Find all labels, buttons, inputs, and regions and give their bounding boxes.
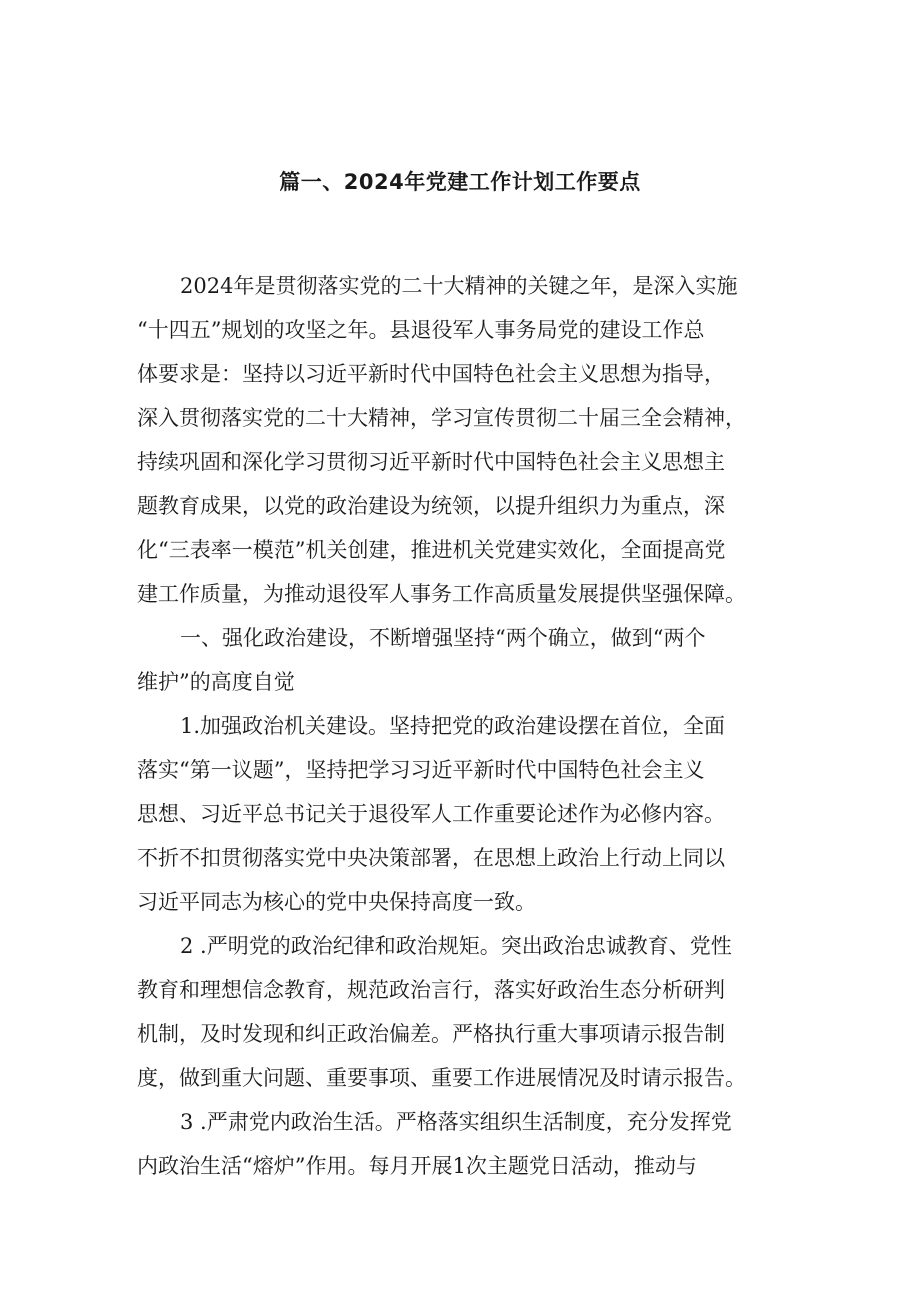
paragraph-line: 机制，及时发现和纠正政治偏差。严格执行重大事项请示报告制	[137, 1022, 725, 1046]
paragraph-line: 持续巩固和深化学习贯彻习近平新时代中国特色社会主义思想主	[137, 450, 725, 474]
document-title: 篇一、2024年党建工作计划工作要点	[279, 170, 641, 194]
section-heading-line: 一、强化政治建设，不断增强坚持“两个确立，做到“两个	[180, 626, 706, 650]
paragraph-line: 深入贯彻落实党的二十大精神，学习宣传贯彻二十届三全会精神，	[137, 406, 746, 430]
paragraph-line: 不折不扣贯彻落实党中央决策部署，在思想上政治上行动上同以	[137, 846, 725, 870]
paragraph-line: “十四五”规划的攻坚之年。县退役军人事务局党的建设工作总	[137, 318, 705, 342]
paragraph-line: 1.加强政治机关建设。坚持把党的政治建设摆在首位，全面	[180, 714, 726, 738]
paragraph-line: 体要求是：坚持以习近平新时代中国特色社会主义思想为指导，	[137, 362, 725, 386]
paragraph-line: 落实“第一议题”，坚持把学习习近平新时代中国特色社会主义	[137, 758, 705, 782]
paragraph-line: 化“三表率一模范”机关创建，推进机关党建实效化，全面提高党	[137, 538, 726, 562]
paragraph-line: 内政治生活“熔炉”作用。每月开展1次主题党日活动，推动与	[137, 1154, 697, 1178]
paragraph-line: 建工作质量，为推动退役军人事务工作高质量发展提供坚强保障。	[137, 582, 746, 606]
paragraph-line: 题教育成果，以党的政治建设为统领，以提升组织力为重点，深	[137, 494, 725, 518]
paragraph-line: 度，做到重大问题、重要事项、重要工作进展情况及时请示报告。	[137, 1066, 746, 1090]
paragraph-line: 习近平同志为核心的党中央保持高度一致。	[137, 890, 536, 914]
section-heading-line: 维护”的高度自觉	[137, 670, 295, 694]
paragraph-line: 教育和理想信念教育，规范政治言行，落实好政治生态分析研判	[137, 978, 725, 1002]
paragraph-line: 2024年是贯彻落实党的二十大精神的关键之年，是深入实施	[180, 274, 738, 298]
paragraph-line: 思想、习近平总书记关于退役军人工作重要论述作为必修内容。	[137, 802, 725, 826]
paragraph-line: 2 .严明党的政治纪律和政治规矩。突出政治忠诚教育、党性	[180, 934, 732, 958]
paragraph-line: 3 .严肃党内政治生活。严格落实组织生活制度，充分发挥党	[180, 1110, 732, 1134]
